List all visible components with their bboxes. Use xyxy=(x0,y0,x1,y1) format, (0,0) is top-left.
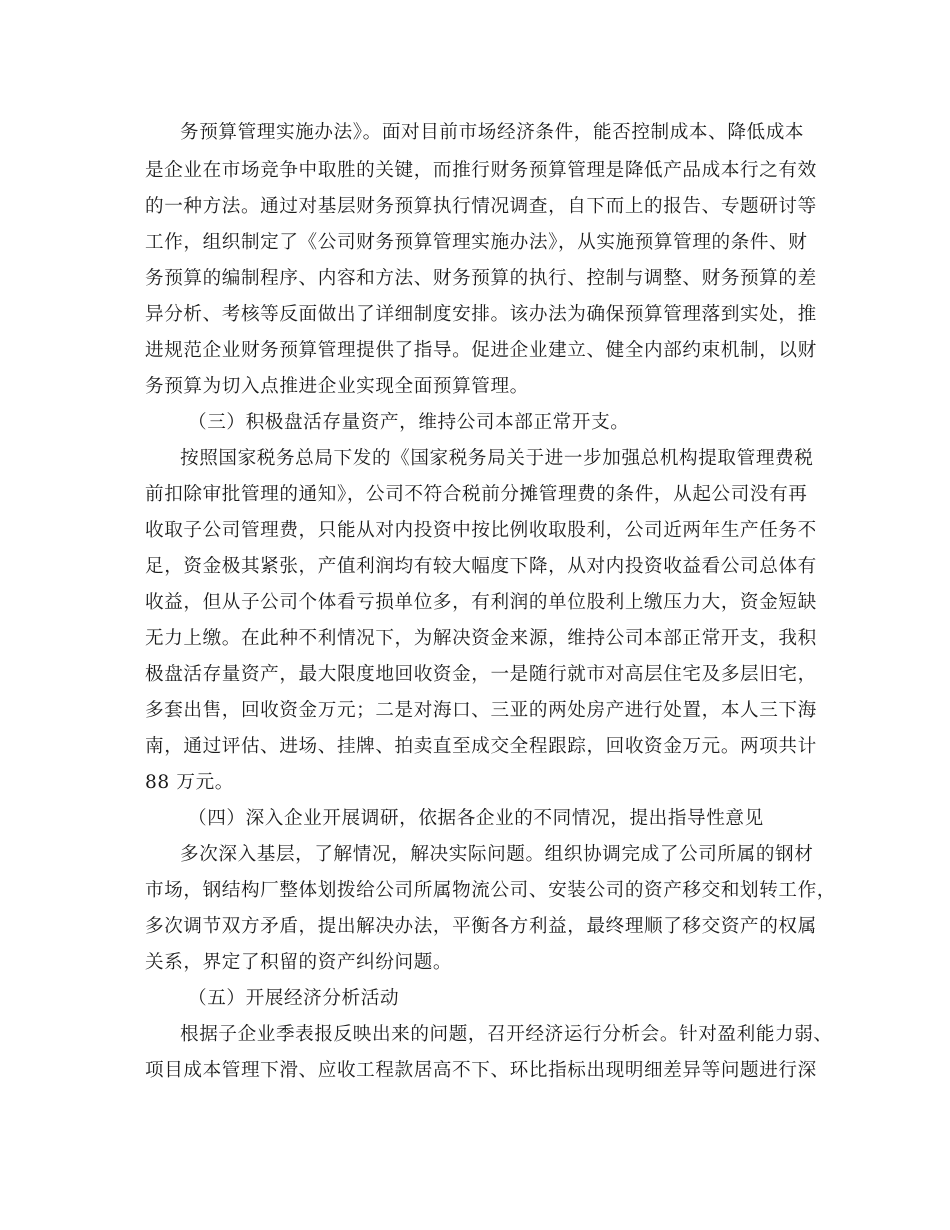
paragraph-line: 的一种方法。通过对基层财务预算执行情况调查，自下而上的报告、专题研讨等 xyxy=(145,196,817,217)
paragraph-line: 根据子企业季表报反映出来的问题，召开经济运行分析会。针对盈利能力弱、 xyxy=(180,1024,833,1045)
paragraph-line: 务预算为切入点推进企业实现全面预算管理。 xyxy=(145,376,529,397)
paragraph-line: 市场，钢结构厂整体划拨给公司所属物流公司、安装公司的资产移交和划转工作， xyxy=(145,880,836,901)
paragraph-line: 按照国家税务总局下发的《国家税务局关于进一步加强总机构提取管理费税 xyxy=(180,448,814,469)
paragraph-line: 前扣除审批管理的通知》，公司不符合税前分摊管理费的条件，从起公司没有再 xyxy=(145,484,808,505)
paragraph-line: 多次调节双方矛盾，提出解决办法，平衡各方利益，最终理顺了移交资产的权属 xyxy=(145,916,817,937)
section-heading-4: （四）深入企业开展调研，依据各企业的不同情况，提出指导性意见 xyxy=(188,808,764,829)
paragraph-line: 极盘活存量资产，最大限度地回收资金，一是随行就市对高层住宅及多层旧宅， xyxy=(145,664,817,685)
paragraph-line: 多次深入基层，了解情况，解决实际问题。组织协调完成了公司所属的钢材 xyxy=(180,844,814,865)
section-heading-3: （三）积极盘活存量资产，维持公司本部正常开支。 xyxy=(188,412,630,433)
paragraph-line: 足，资金极其紧张，产值利润均有较大幅度下降，从对内投资收益看公司总体有 xyxy=(145,556,817,577)
paragraph-line: 异分析、考核等反面做出了详细制度安排。该办法为确保预算管理落到实处，推 xyxy=(145,304,817,325)
paragraph-line: 进规范企业财务预算管理提供了指导。促进企业建立、健全内部约束机制，以财 xyxy=(145,340,817,361)
paragraph-line: 是企业在市场竞争中取胜的关键，而推行财务预算管理是降低产品成本行之有效 xyxy=(145,160,817,181)
paragraph-line: 88 万元。 xyxy=(145,772,234,793)
paragraph-line: 务预算管理实施办法》。面对目前市场经济条件，能否控制成本、降低成本 xyxy=(180,122,805,143)
section-heading-5: （五）开展经济分析活动 xyxy=(188,988,400,1009)
paragraph-line: 工作，组织制定了《公司财务预算管理实施办法》，从实施预算管理的条件、财 xyxy=(145,232,808,253)
paragraph-line: 收取子公司管理费，只能从对内投资中按比例收取股利，公司近两年生产任务不 xyxy=(145,520,817,541)
paragraph-line: 项目成本管理下滑、应收工程款居高不下、环比指标出现明细差异等问题进行深 xyxy=(145,1060,817,1081)
paragraph-line: 收益，但从子公司个体看亏损单位多，有利润的单位股利上缴压力大，资金短缺 xyxy=(145,592,817,613)
paragraph-line: 无力上缴。在此种不利情况下，为解决资金来源，维持公司本部正常开支，我积 xyxy=(145,628,817,649)
paragraph-line: 南，通过评估、进场、挂牌、拍卖直至成交全程跟踪，回收资金万元。两项共计 xyxy=(145,736,817,757)
paragraph-line: 多套出售，回收资金万元；二是对海口、三亚的两处房产进行处置，本人三下海 xyxy=(145,700,817,721)
paragraph-line: 务预算的编制程序、内容和方法、财务预算的执行、控制与调整、财务预算的差 xyxy=(145,268,817,289)
paragraph-line: 关系，界定了积留的资产纠纷问题。 xyxy=(145,952,453,973)
